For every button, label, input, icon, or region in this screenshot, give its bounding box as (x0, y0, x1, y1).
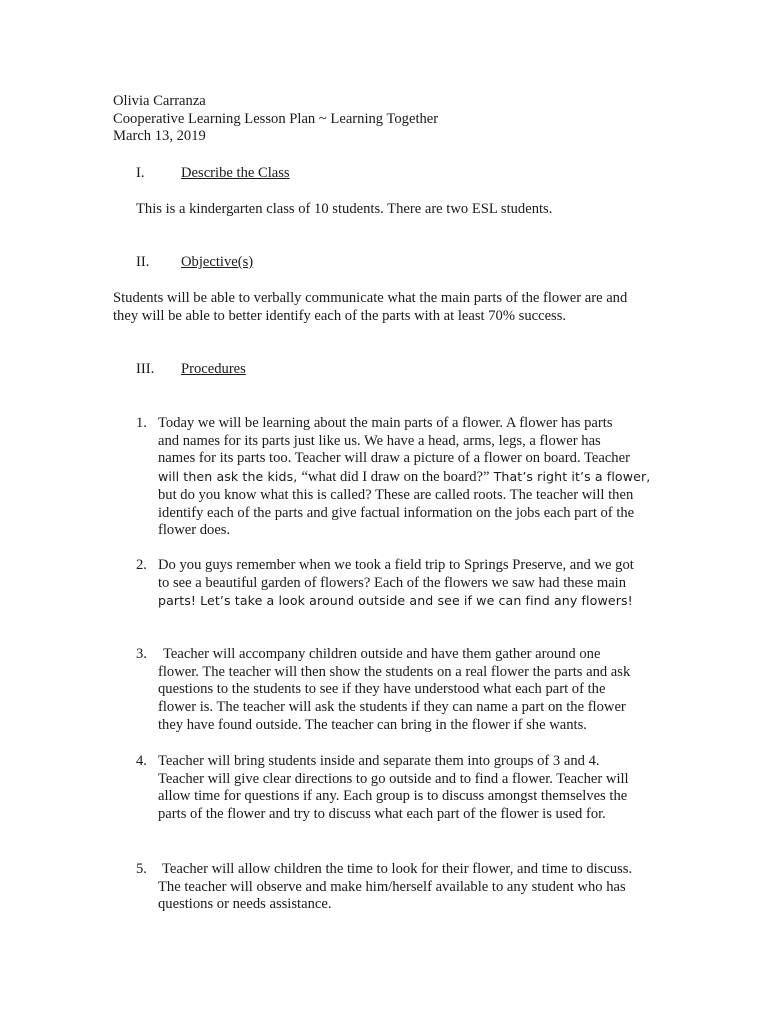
item-number: 3. (136, 646, 147, 662)
section-title: Procedures (181, 361, 246, 377)
item-line (158, 468, 650, 487)
item-line: allow time for questions if any. Each group is to discuss amongst themselves the (158, 788, 628, 805)
paragraph-line: This is a kindergarten class of 10 students. There are two ESL students. (136, 201, 553, 217)
item-line: but do you know what this is called? These are called roots. The teacher will then (158, 486, 634, 503)
item-line: they have found outside. The teacher can bring in the flower if she wants. (158, 716, 587, 733)
item-text (158, 646, 630, 735)
item-text (158, 861, 632, 914)
item-line-quote: “what did I draw on the board?” (301, 469, 490, 486)
paragraph-line: they will be able to better identify each of the parts with at least 70% success. (113, 307, 567, 324)
item-number: 4. (136, 753, 147, 769)
item-line: questions or needs assistance. (158, 896, 332, 913)
section-title: Objective(s) (181, 254, 254, 270)
item-line: flower does. (158, 522, 231, 539)
item-line: Do you guys remember when we took a field trip to Springs Preserve, and we got (158, 557, 634, 573)
paragraph-line: Students will be able to verbally communicate what the main parts of the flower are and (113, 290, 628, 306)
item-number: 2. (136, 557, 147, 573)
item-line: and names for its parts just like us. We have a head, arms, legs, a flower has (158, 432, 601, 449)
item-text (158, 753, 629, 824)
item-line-segment: will then ask the kids, (158, 469, 302, 485)
item-line: Teacher will allow children the time to look for their flower, and time to discuss. (162, 861, 633, 877)
document-title: Cooperative Learning Lesson Plan ~ Learning Together (113, 110, 439, 127)
item-line: flower is. The teacher will ask the students if they can name a part on the flower (158, 699, 626, 716)
item-line: flower. The teacher will then show the students on a real flower the parts and ask (158, 663, 631, 680)
section-numeral: II. (136, 254, 150, 270)
item-number: 1. (136, 415, 147, 431)
item-text (158, 415, 650, 540)
item-line-segment: That’s right it’s a flower, (489, 469, 651, 485)
section-heading-procedures (136, 361, 246, 379)
item-line: Teacher will accompany children outside and have them gather around one (163, 646, 601, 662)
item-text (158, 557, 634, 610)
item-line: names for its parts too. Teacher will draw a picture of a flower on board. Teacher (158, 450, 630, 467)
section-numeral: I. (136, 165, 145, 181)
document-date: March 13, 2019 (113, 128, 206, 145)
item-line: parts of the flower and try to discuss what each part of the flower is used for. (158, 806, 606, 823)
item-line: The teacher will observe and make him/herself available to any student who has (158, 878, 626, 895)
item-line: Today we will be learning about the main parts of a flower. A flower has parts (158, 415, 613, 431)
item-line: identify each of the parts and give factual information on the jobs each part of the (158, 504, 635, 521)
objectives-paragraph (113, 290, 627, 325)
document-header (113, 93, 438, 146)
item-line: to see a beautiful garden of flowers? Each of the flowers we saw had these main (158, 574, 627, 591)
section-heading-describe (136, 165, 290, 183)
class-description (136, 201, 552, 219)
item-number: 5. (136, 861, 147, 877)
section-numeral: III. (136, 361, 155, 377)
section-title: Describe the Class (181, 165, 290, 181)
item-line: questions to the students to see if they have understood what each part of the (158, 681, 606, 698)
item-line: Teacher will bring students inside and separate them into groups of 3 and 4. (158, 753, 600, 769)
author-name: Olivia Carranza (113, 93, 206, 109)
item-line: Teacher will give clear directions to go outside and to find a flower. Teacher will (158, 770, 629, 787)
item-line: parts! Let’s take a look around outside and see if we can find any flowers! (158, 593, 633, 609)
section-heading-objectives (136, 254, 253, 272)
